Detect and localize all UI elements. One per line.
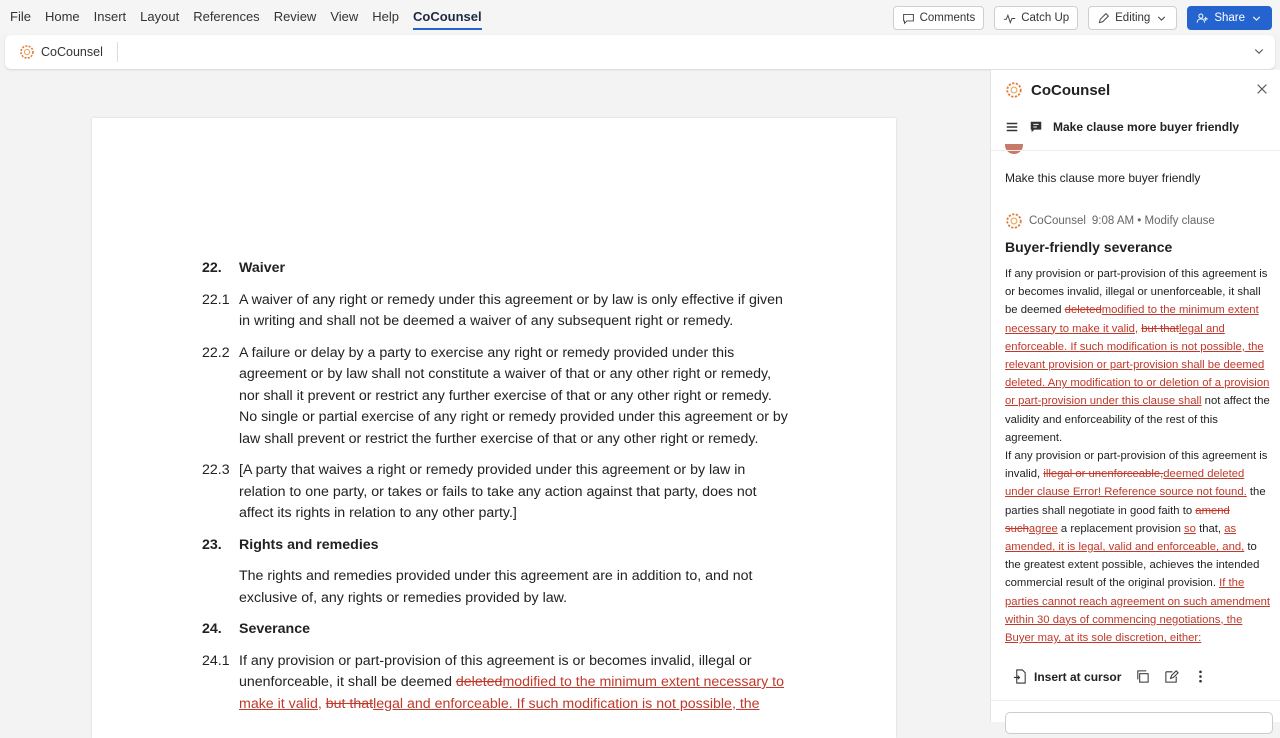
clause-text: A waiver of any right or remedy under this agreement or by law is only effective if given in writing and shall not be deemed a waiver of any subsequent right or remedy. — [239, 291, 783, 329]
user-message: Make this clause more buyer friendly — [1005, 171, 1201, 185]
cocounsel-logo-icon — [1005, 81, 1023, 99]
menu-item-layout[interactable]: Layout — [140, 9, 180, 24]
clause-text: The rights and remedies provided under this agreement are in addition to, and not exclusive of, any rights or remedies provided by law. — [239, 568, 753, 606]
document-page[interactable] — [92, 118, 896, 738]
comments-button[interactable] — [893, 6, 985, 30]
response-body — [1005, 265, 1273, 647]
catch-up-label: Catch Up — [1021, 12, 1070, 24]
people-icon — [1196, 12, 1209, 25]
editing-button[interactable] — [1088, 6, 1177, 30]
insert-document-icon — [1013, 669, 1028, 684]
ribbon-divider — [117, 42, 118, 62]
text-run: that, — [1195, 522, 1225, 535]
cocounsel-panel — [990, 70, 1280, 722]
share-label: Share — [1214, 12, 1245, 24]
clause-text — [239, 651, 789, 716]
bot-message-header — [1005, 212, 1215, 230]
clause — [202, 651, 802, 716]
section-title: Rights and remedies — [239, 536, 379, 553]
insert-at-cursor-button[interactable] — [1013, 669, 1121, 684]
section-heading — [202, 258, 802, 280]
close-icon[interactable] — [1255, 82, 1269, 96]
menu-item-file[interactable]: File — [10, 9, 31, 24]
catch-up-button[interactable] — [994, 6, 1078, 30]
section-heading — [202, 535, 802, 557]
deleted-text: amend such — [1005, 504, 1230, 535]
clause-number: 24.1 — [202, 652, 230, 669]
hamburger-menu-icon[interactable] — [1005, 120, 1019, 134]
clause-text: A failure or delay by a party to exercise any right or remedy provided under this agreement or by law shall not constitute a waiver of that or any other right or remedy, nor shall it prevent or restrict any further exercise of that or any other right or remedy. No single or partial exercise of any right or remedy provided under this agreement or by law shall prevent or restrict the further exercise of that or any other right or remedy. — [239, 344, 788, 447]
thread-title: Make clause more buyer friendly — [1053, 120, 1240, 134]
cocounsel-logo-icon — [1005, 212, 1023, 230]
menu-item-references[interactable]: References — [193, 9, 260, 24]
comment-icon — [902, 12, 915, 25]
clause-number: 22.3 — [202, 462, 230, 478]
deleted-text: illegal or unenforceable, — [1043, 468, 1164, 481]
text-run: not affect the validity and enforceability of the rest of this agreement. — [1005, 395, 1270, 444]
top-actions — [893, 6, 1272, 30]
section-title: Waiver — [239, 260, 285, 276]
inserted-text: legal and enforceable. If such modification is not possible, the relevant provision or part-provision shall be deemed deleted. Any modification to or deletion of a provision or part-provision under this clause shall — [1005, 322, 1270, 408]
inserted-text: legal and enforceable. If such modification is not possible, the — [373, 695, 760, 712]
insert-at-cursor-label: Insert at cursor — [1034, 669, 1122, 684]
text-run: If any provision or part-provision of this agreement is invalid, — [1005, 450, 1268, 481]
clause-text: [A party that waives a right or remedy provided under this agreement or by law in relation to one party, or takes or fails to take any action against that party, does not affect its rights in relation to any other party.] — [239, 462, 757, 521]
document-area — [0, 70, 990, 722]
deleted-text: deleted — [1064, 304, 1102, 317]
ribbon-label: CoCounsel — [41, 45, 103, 59]
chevron-down-icon — [1250, 12, 1263, 25]
inserted-text: modified to the minimum extent necessary to make it valid, — [239, 674, 784, 712]
chat-input[interactable] — [1005, 712, 1273, 734]
thread-bar — [1005, 120, 1239, 134]
main-menu — [10, 9, 496, 30]
chevron-down-icon — [1155, 12, 1168, 25]
response-title: Buyer-friendly severance — [1005, 239, 1173, 255]
section-number: 24. — [202, 621, 222, 637]
cocounsel-ribbon-button[interactable] — [19, 44, 103, 60]
document-body[interactable] — [202, 258, 802, 725]
clause-number — [202, 566, 239, 609]
menu-item-view[interactable]: View — [330, 9, 359, 24]
inserted-text: so — [1184, 522, 1196, 535]
copy-icon[interactable] — [1135, 669, 1150, 684]
deleted-text: deleted — [455, 674, 503, 690]
section-number: 23. — [202, 536, 222, 553]
editing-label: Editing — [1115, 12, 1151, 24]
ribbon — [5, 35, 1275, 69]
chat-icon — [1029, 120, 1043, 134]
menu-item-home[interactable]: Home — [44, 9, 80, 24]
bot-meta: 9:08 AM • Modify clause — [1091, 215, 1215, 227]
clause — [202, 460, 802, 525]
menu-item-review[interactable]: Review — [273, 9, 317, 24]
menu-bar — [0, 0, 1280, 34]
text-run: to the greatest extent possible, achieves the intended commercial result of the original provision. — [1005, 541, 1260, 590]
ribbon-collapse-icon[interactable] — [1253, 45, 1265, 57]
inserted-text: If the parties cannot reach agreement on such amendment within 30 days of commencing negotiations, the Buyer may, at its sole discretion, either: — [1005, 577, 1271, 645]
panel-header — [1005, 81, 1110, 99]
inserted-text: agree — [1028, 522, 1058, 535]
panel-title: CoCounsel — [1031, 81, 1111, 99]
edit-icon[interactable] — [1164, 669, 1179, 684]
inserted-text: as amended, it is legal, valid and enforceable, and, — [1005, 522, 1245, 554]
deleted-text: but that — [1141, 322, 1179, 335]
deleted-text: but that — [325, 695, 374, 712]
menu-item-help[interactable]: Help — [372, 9, 400, 24]
avatar — [1005, 144, 1027, 154]
bot-name: CoCounsel — [1029, 215, 1086, 227]
divider — [991, 700, 1280, 701]
more-options-icon[interactable] — [1193, 669, 1208, 684]
clause — [202, 566, 802, 609]
response-actions — [1013, 669, 1208, 684]
share-button[interactable] — [1187, 6, 1272, 30]
text-run: the parties shall negotiate in good faith to — [1005, 486, 1266, 517]
section-heading — [202, 619, 802, 641]
clause-number: 22.2 — [202, 344, 230, 361]
inserted-text: modified to the minimum extent necessary to make it valid, — [1005, 304, 1259, 335]
divider — [991, 150, 1280, 151]
inserted-text: deemed deleted under clause Error! Reference source not found. — [1005, 468, 1247, 499]
text-run: If any provision or part-provision of this agreement is or becomes invalid, illegal or unenforceable, it shall be deemed — [1005, 268, 1268, 317]
pencil-icon — [1097, 12, 1110, 25]
section-number: 22. — [202, 260, 222, 276]
text-run: a replacement provision — [1057, 522, 1184, 535]
clause-number: 22.1 — [202, 291, 230, 308]
clause — [202, 290, 802, 333]
section-title: Severance — [239, 621, 310, 637]
menu-item-insert[interactable]: Insert — [93, 9, 127, 24]
activity-icon — [1003, 12, 1016, 25]
cocounsel-logo-icon — [19, 44, 35, 60]
menu-item-cocounsel[interactable]: CoCounsel — [413, 9, 482, 30]
comments-label: Comments — [919, 12, 976, 24]
text-run: If any provision or part-provision of this agreement is or becomes invalid, illegal or unenforceable, it shall be deemed — [239, 652, 752, 690]
clause — [202, 343, 802, 451]
